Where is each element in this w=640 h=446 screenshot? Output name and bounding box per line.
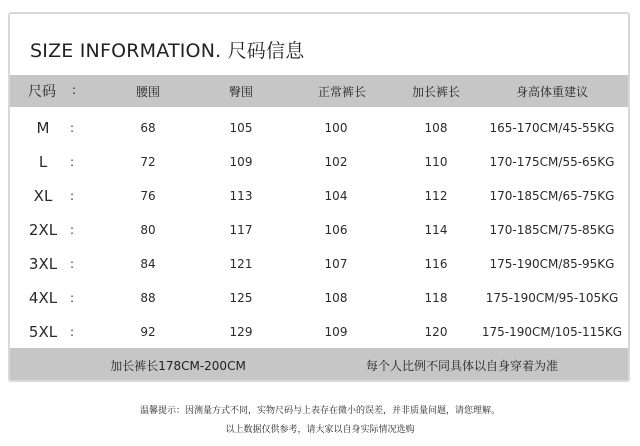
row-normal-length: 102: [324, 155, 348, 169]
row-advice: 175-190CM/105-115KG: [481, 325, 623, 339]
row-hip: 105: [229, 121, 253, 135]
header-hip: 臀围: [228, 85, 254, 99]
row-waist: 88: [140, 291, 156, 305]
row-normal-length: 106: [324, 223, 348, 237]
header-advice: 身高体重建议: [515, 85, 589, 99]
row-long-length: 118: [424, 291, 448, 305]
row-colon: :: [69, 325, 75, 339]
row-advice: 175-190CM/85-95KG: [489, 257, 615, 271]
row-colon: :: [69, 257, 75, 271]
row-waist: 80: [140, 223, 156, 237]
row-long-length: 116: [424, 257, 448, 271]
row-waist: 92: [140, 325, 156, 339]
row-advice: 165-170CM/45-55KG: [489, 121, 615, 135]
row-size: XL: [33, 187, 53, 205]
row-normal-length: 109: [324, 325, 348, 339]
row-colon: :: [69, 291, 75, 305]
row-normal-length: 104: [324, 189, 348, 203]
row-size: 2XL: [28, 221, 58, 239]
table-row: [10, 318, 628, 352]
row-colon: :: [69, 155, 75, 169]
row-colon: :: [69, 121, 75, 135]
table-row: [10, 114, 628, 148]
row-normal-length: 100: [324, 121, 348, 135]
row-hip: 129: [229, 325, 253, 339]
row-advice: 175-190CM/95-105KG: [485, 291, 619, 305]
row-normal-length: 107: [324, 257, 348, 271]
row-long-length: 112: [424, 189, 448, 203]
row-long-length: 120: [424, 325, 448, 339]
reference-tip: 以上数据仅供参考，请大家以自身实际情况选购: [225, 425, 415, 435]
table-header: [10, 75, 628, 107]
table-row: [10, 250, 628, 284]
header-colon: :: [71, 83, 77, 97]
row-hip: 121: [229, 257, 253, 271]
table-row: [10, 216, 628, 250]
measurement-tip: 温馨提示：因测量方式不同，实物尺码与上表存在微小的误差，并非质量问题，请您理解。: [139, 406, 500, 416]
row-advice: 170-175CM/55-65KG: [489, 155, 615, 169]
row-hip: 113: [229, 189, 253, 203]
header-normal-length: 正常裤长: [317, 85, 367, 99]
row-size: 3XL: [28, 255, 58, 273]
row-long-length: 114: [424, 223, 448, 237]
row-hip: 125: [229, 291, 253, 305]
row-long-length: 110: [424, 155, 448, 169]
row-size: M: [36, 119, 50, 137]
row-waist: 72: [140, 155, 156, 169]
header-waist: 腰围: [135, 85, 161, 99]
chart-title: SIZE INFORMATION. 尺码信息: [30, 40, 305, 62]
footer-long-length-range: 加长裤长178CM-200CM: [110, 359, 246, 373]
table-footer: [10, 348, 628, 380]
row-advice: 170-185CM/65-75KG: [489, 189, 615, 203]
row-size: 5XL: [28, 323, 58, 341]
row-size: L: [38, 153, 48, 171]
table-row: [10, 148, 628, 182]
size-chart-card: [8, 12, 630, 382]
row-size: 4XL: [28, 289, 58, 307]
row-long-length: 108: [424, 121, 448, 135]
row-waist: 76: [140, 189, 156, 203]
footer-fit-note: 每个人比例不同具体以自身穿着为准: [365, 359, 559, 373]
row-colon: :: [69, 189, 75, 203]
row-colon: :: [69, 223, 75, 237]
table-row: [10, 284, 628, 318]
row-hip: 109: [229, 155, 253, 169]
row-waist: 68: [140, 121, 156, 135]
row-normal-length: 108: [324, 291, 348, 305]
row-hip: 117: [229, 223, 253, 237]
header-size: 尺码: [28, 84, 56, 100]
table-row: [10, 182, 628, 216]
row-waist: 84: [140, 257, 156, 271]
header-long-length: 加长裤长: [411, 85, 461, 99]
row-advice: 170-185CM/75-85KG: [489, 223, 615, 237]
